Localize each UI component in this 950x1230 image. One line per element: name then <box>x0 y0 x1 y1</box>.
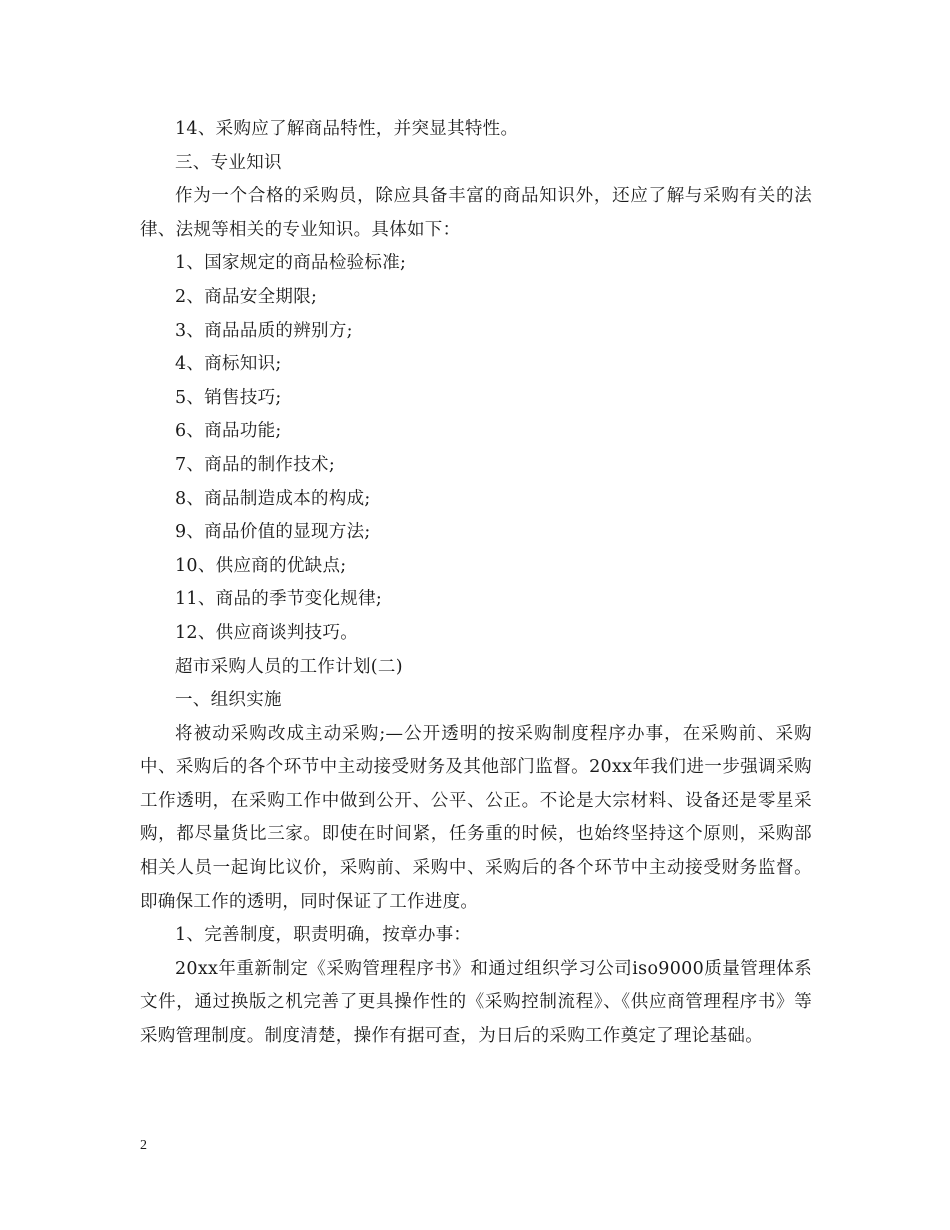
list-item: 2、商品安全期限; <box>175 286 318 307</box>
list-item: 1、国家规定的商品检验标准; <box>175 253 407 274</box>
list-item: 5、销售技巧; <box>175 387 282 408</box>
list-item: 6、商品功能; <box>175 421 282 442</box>
list-item: 12、供应商谈判技巧。 <box>175 622 359 643</box>
list-item: 3、商品品质的辨别方; <box>175 320 353 341</box>
paragraph-active-procurement: 将被动采购改成主动采购;—公开透明的按采购制度程序办事，在采购前、采购中、采购后的各个环节中主动接受财务及其他部门监督。20xx年我们进一步强调采购工作透明，在采购工作中做到公开、公平、公正。不论是大宗材料、设备还是零星采购，都尽量货比三家。即使在时间紧，任务重的时候，也始终坚持这个原则，采购部相关人员一起询比议价，采购前、采购中、采购后的各个环节中主动接受财务监督。即确保工作的透明，同时保证了工作进度。 <box>140 723 812 912</box>
paragraph-item-14: 14、采购应了解商品特性，并突显其特性。 <box>175 119 519 139</box>
paragraph-intro: 作为一个合格的采购员，除应具备丰富的商品知识外，还应了解与采购有关的法律、法规等相关的专业知识。具体如下： <box>140 186 812 240</box>
page-number: 2 <box>140 1138 147 1153</box>
list-item: 8、商品制造成本的构成; <box>175 488 371 509</box>
list-item: 11、商品的季节变化规律; <box>175 589 383 610</box>
paragraph-procedures: 20xx年重新制定《采购管理程序书》和通过组织学习公司iso9000质量管理体系文件，通过换版之机完善了更具操作性的《采购控制流程》、《供应商管理程序书》等采购管理制度。制度清楚，操作有据可查，为日后的采购工作奠定了理论基础。 <box>140 958 812 1047</box>
list-item: 7、商品的制作技术; <box>175 454 336 475</box>
subheading-improve-system: 1、完善制度，职责明确，按章办事： <box>175 925 472 946</box>
list-item: 4、商标知识; <box>175 354 282 375</box>
list-item: 9、商品价值的显现方法; <box>175 522 371 543</box>
document-body <box>140 113 812 1054</box>
list-item: 10、供应商的优缺点; <box>175 555 347 576</box>
section-heading-professional-knowledge: 三、专业知识 <box>175 152 282 173</box>
section-heading-organization: 一、组织实施 <box>175 690 282 711</box>
section-title-work-plan-2: 超市采购人员的工作计划(二) <box>175 656 403 677</box>
